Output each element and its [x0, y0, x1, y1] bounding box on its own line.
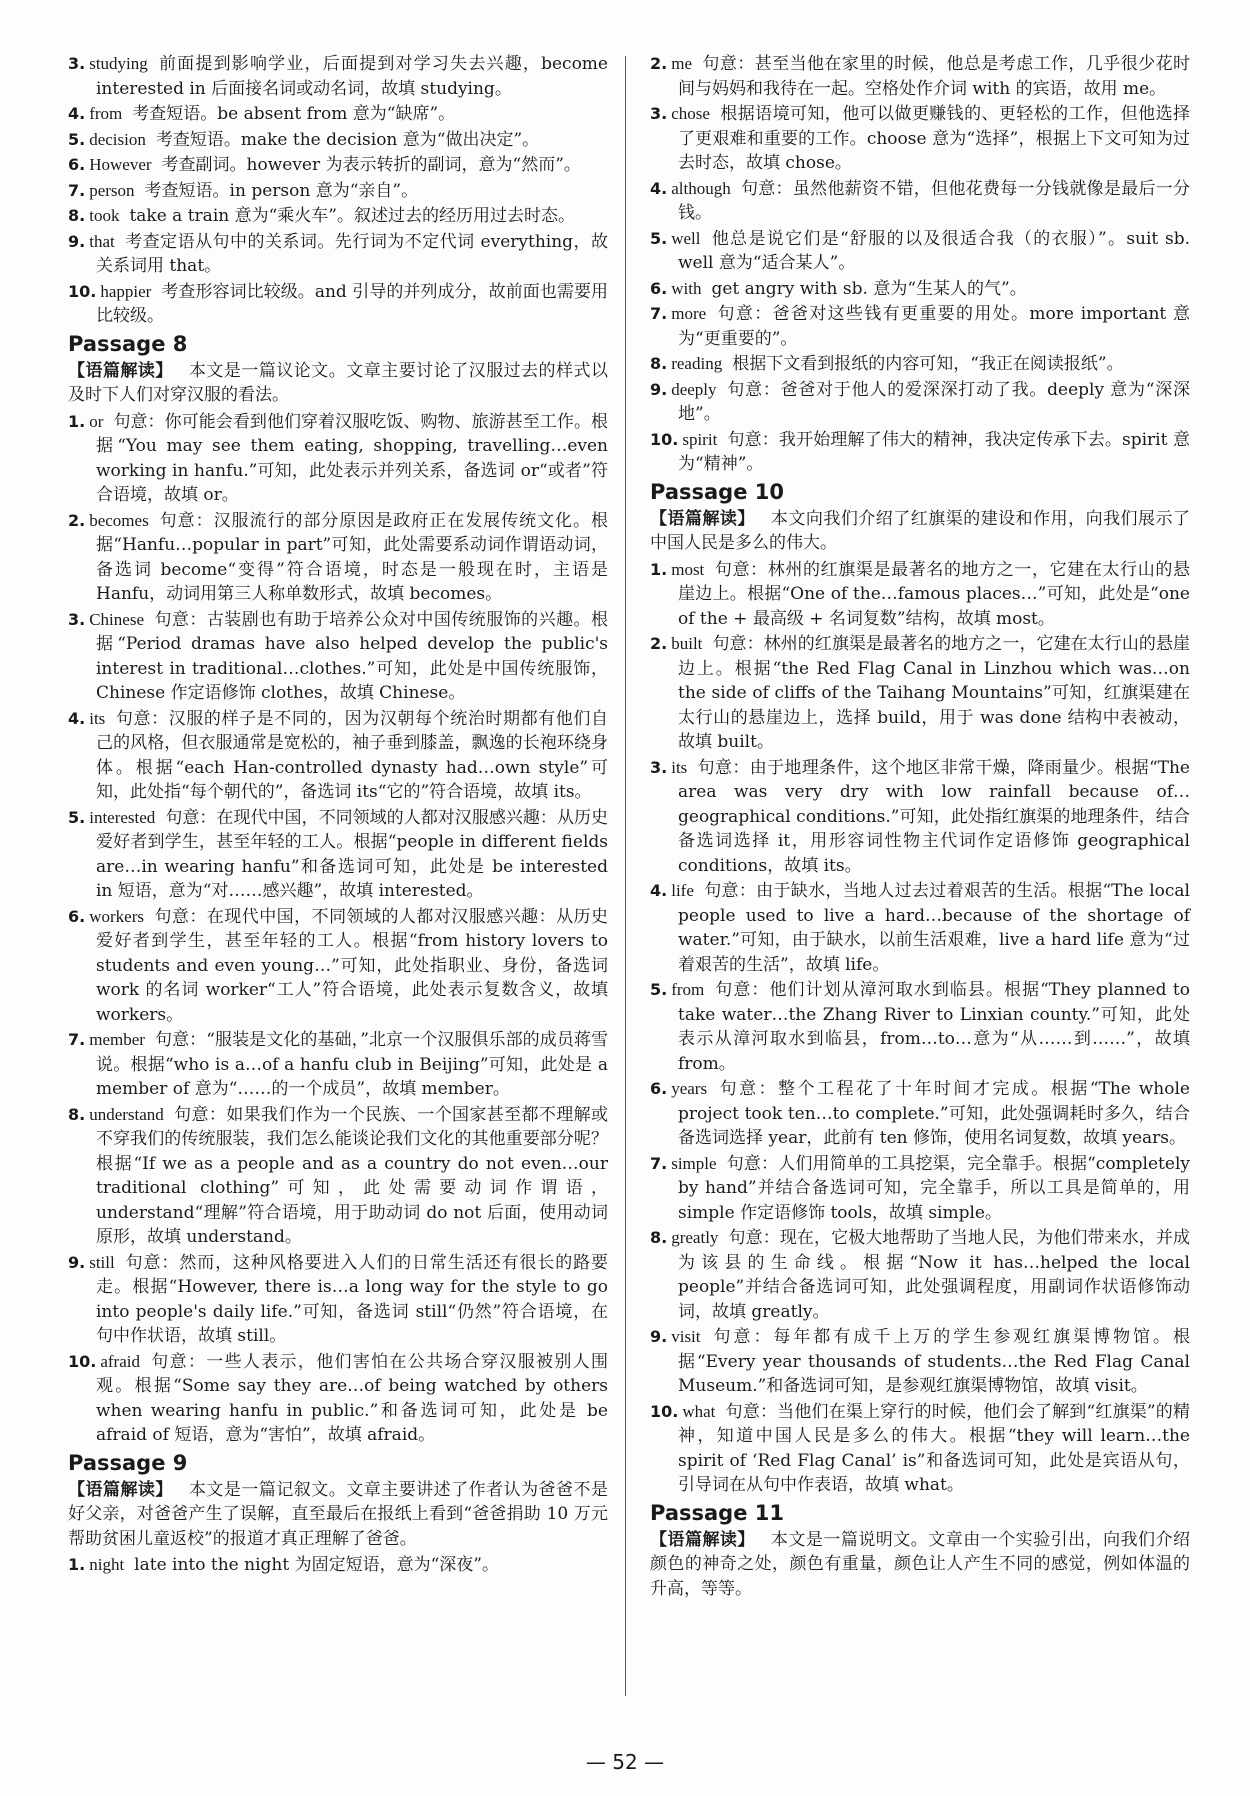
answer-item [68, 102, 608, 127]
answer-word: person [89, 180, 135, 200]
explanation-text: 考查定语从句中的关系词。先行词为不定代词 everything，故关系词用 that。 [96, 231, 608, 276]
item-number: 3 . [68, 54, 85, 73]
explanation-text: 句意：由于地理条件，这个地区非常干燥，降雨量少。根据“The area was very dry with low rainfall because of…geographical conditions.”可知，此处指红旗渠的地理条件，结合备选词选择 it，用形容词性物主代词作定语修饰 geographical conditions，故填 its。 [678, 757, 1190, 876]
answer-word: from [671, 980, 705, 999]
answer-item [650, 558, 1190, 632]
answer-word: or [89, 411, 104, 431]
answer-item [650, 227, 1190, 276]
item-number: 3 . [650, 758, 667, 777]
answer-item [68, 509, 608, 607]
item-number: 8 . [68, 1105, 85, 1124]
item-number: 10 . [68, 1352, 96, 1371]
answer-word: that [89, 231, 115, 251]
answer-word: more [671, 304, 707, 323]
intro-text: 本文是一篇记叙文。文章主要讲述了作者认为爸爸不是好父亲，对爸爸产生了误解，直至最后在报纸上看到“爸爸捐助 10 万元帮助贫困儿童返校”的报道才真正理解了爸爸。 [68, 1479, 609, 1549]
explanation-text: 前面提到影响学业，后面提到对学习失去兴趣，become interested in 后面接名词或动名词，故填 studying。 [96, 54, 608, 99]
explanation-text: 句意：如果我们作为一个民族、一个国家甚至都不理解或不穿我们的传统服装，我们怎么能谈论我们文化的其他重要部分呢？根据“If we as a people and as a country do not even…our traditional clothing”可知，此处需要动词作谓语，understand“理解”符合语境，用于助动词 do not 后面，使用动词原形，故填 understand。 [96, 1104, 608, 1247]
answer-item [68, 1251, 608, 1349]
explanation-text: 根据下文看到报纸的内容可知，“我正在阅读报纸”。 [732, 354, 1124, 374]
item-number: 7 . [68, 181, 85, 200]
answer-item [650, 632, 1190, 755]
explanation-text: 句意：由于缺水，当地人过去过着艰苦的生活。根据“The local people used to live a hard…because of the shortage of water.”可知，由于缺水，以前生活艰难，live a hard life 意为“过着艰苦的生活”，故填 life。 [678, 881, 1190, 975]
passage-heading: Passage 10 [650, 479, 784, 504]
answer-item [650, 277, 1190, 302]
explanation-text: 句意：在现代中国，不同领域的人都对汉服感兴趣：从历史爱好者到学生，甚至年轻的工人。根据“people in different fields are…in wearing hanfu”和备选词可知，此处是 be interested in 短语，意为“对……感兴趣”，故填 interested。 [96, 807, 608, 901]
item-number: 5 . [68, 130, 85, 149]
answer-word: took [89, 206, 120, 225]
item-number: 4 . [68, 104, 85, 123]
answer-item [650, 102, 1190, 176]
item-number: 9 . [68, 1253, 85, 1272]
item-number: 9 . [68, 232, 85, 251]
item-number: 8 . [68, 206, 85, 225]
answer-item [650, 177, 1190, 226]
item-number: 8 . [650, 354, 667, 373]
explanation-text: late into the night 为固定短语，意为“深夜”。 [134, 1555, 499, 1575]
intro-label: 【语篇解读】 [650, 508, 755, 529]
answer-item [68, 806, 608, 904]
item-number: 5 . [68, 808, 85, 827]
passage-intro [650, 507, 1190, 556]
answer-word: simple [671, 1153, 717, 1173]
answer-item [68, 179, 608, 204]
answer-word: interested [89, 807, 156, 827]
answer-item [68, 1553, 608, 1578]
answer-word: deeply [671, 379, 717, 399]
explanation-text: 句意：我开始理解了伟大的精神，我决定传承下去。spirit 意为“精神”。 [678, 429, 1190, 474]
explanation-text: 句意：当他们在渠上穿行的时候，他们会了解到“红旗渠”的精神，知道中国人民是多么的伟大。根据“they will learn…the spirit of ‘Red Flag Canal’ is”和备选词可知，此处是宾语从句，引导词在从句中作表语，故填 what。 [678, 1401, 1190, 1495]
passage-heading: Passage 11 [650, 1500, 784, 1525]
passage-intro [68, 1478, 608, 1552]
item-number: 9 . [650, 1327, 667, 1346]
answer-word: happier [100, 281, 152, 301]
item-number: 10 . [68, 282, 96, 301]
passage-intro [650, 1528, 1190, 1602]
answer-item [68, 905, 608, 1028]
passage-intro [68, 359, 608, 408]
item-number: 6 . [650, 1079, 667, 1098]
intro-label: 【语篇解读】 [650, 1529, 755, 1550]
explanation-text: 句意：汉服的样子是不同的，因为汉朝每个统治时期都有他们自己的风格，但衣服通常是宽松的，袖子垂到膝盖，飘逸的长袍环绕身体。根据“each Han-controlled dynasty had…own style”可知，此处指“每个朝代的”，备选词 its“它的”符合语境，故填 its。 [96, 708, 608, 802]
answer-word: becomes [89, 510, 149, 530]
answer-item [650, 1152, 1190, 1226]
answer-item [650, 352, 1190, 377]
answer-word: well [671, 228, 701, 248]
item-number: 7 . [650, 304, 667, 323]
answer-word: most [671, 559, 705, 579]
explanation-text: 句意：每年都有成千上万的学生参观红旗渠博物馆。根据“Every year thousands of students…the Red Flag Canal Museum.”和备选词可知，是参观红旗渠博物馆，故填 visit。 [678, 1327, 1190, 1396]
item-number: 2 . [650, 54, 667, 73]
explanation-text: 句意：林州的红旗渠是最著名的地方之一，它建在太行山的悬崖边上。根据“the Red Flag Canal in Linzhou which was…on the side of cliffs of the Taihang Mountains”可知，红旗渠建在太行山的悬崖边上，选择 build，用于 was done 结构中表被动，故填 built。 [678, 634, 1190, 752]
explanation-text: 句意：人们用简单的工具挖渠，完全靠手。根据“completely by hand”并结合备选词可知，完全靠手，所以工具是简单的，用 simple 作定语修饰 tools，故填 simple。 [678, 1153, 1190, 1223]
answer-item [68, 1028, 608, 1102]
passage-heading: Passage 8 [68, 331, 188, 356]
item-number: 2 . [68, 511, 85, 530]
left-column [68, 52, 608, 1579]
answer-word: spirit [682, 429, 718, 449]
item-number: 6 . [650, 279, 667, 298]
answer-item [650, 52, 1190, 101]
item-number: 2 . [650, 634, 667, 653]
answer-word: with [671, 278, 702, 298]
answer-item [650, 1400, 1190, 1498]
answer-item [68, 608, 608, 706]
answer-word: years [671, 1079, 708, 1098]
answer-word: me [671, 54, 692, 73]
answer-word: workers [89, 906, 144, 926]
item-number: 1 . [650, 560, 667, 579]
answer-word: although [671, 178, 731, 198]
explanation-text: 句意：古装剧也有助于培养公众对中国传统服饰的兴趣。根据“Period dramas have also helped develop the public's interest in traditional…clothes.”可知，此处是中国传统服饰，Chinese 作定语修饰 clothes，故填 Chinese。 [96, 609, 608, 703]
explanation-text: 考查短语。in person 意为“亲自”。 [144, 180, 419, 201]
answer-word: visit [671, 1327, 701, 1346]
answer-item [650, 1077, 1190, 1151]
column-divider [625, 56, 626, 1696]
explanation-text: 句意：虽然他薪资不错，但他花费每一分钱就像是最后一分钱。 [678, 178, 1190, 223]
answer-item [68, 204, 608, 229]
explanation-text: 考查形容词比较级。and 引导的并列成分，故前面也需要用比较级。 [96, 281, 608, 326]
explanation-text: 根据语境可知，他可以做更赚钱的、更轻松的工作，但他选择了更艰难和重要的工作。choose 意为“选择”，根据上下文可知为过去时态，故填 chose。 [678, 104, 1190, 173]
answer-word: greatly [671, 1228, 719, 1247]
answer-word: understand [89, 1104, 164, 1124]
intro-text: 本文是一篇说明文。文章由一个实验引出，向我们介绍颜色的神奇之处，颜色有重量，颜色让人产生不同的感觉，例如体温的升高，等等。 [650, 1529, 1191, 1599]
item-number: 5 . [650, 980, 667, 999]
answer-word: decision [89, 129, 146, 149]
explanation-text: 句意：现在，它极大地帮助了当地人民，为他们带来水，并成为该县的生命线。根据“Now it has…helped the local people”并结合备选词可知，此处强调程度，用副词作状语修饰动词，故填 greatly。 [678, 1228, 1190, 1322]
answer-item [650, 378, 1190, 427]
item-number: 7 . [650, 1154, 667, 1173]
item-number: 4 . [68, 709, 85, 728]
explanation-text: 句意：甚至当他在家里的时候，他总是考虑工作，几乎很少花时间与妈妈和我待在一起。空格处作介词 with 的宾语，故用 me。 [678, 54, 1190, 99]
intro-text: 本文向我们介绍了红旗渠的建设和作用，向我们展示了中国人民是多么的伟大。 [650, 508, 1191, 553]
answer-item [650, 302, 1190, 351]
explanation-text: 句意：汉服流行的部分原因是政府正在发展传统文化。根据“Hanfu…popular in part”可知，此处需要系动词作谓语动词，备选词 become“变得”符合语境，时态是一般现在时，主语是 Hanfu，动词用第三人称单数形式，故填 becomes。 [96, 510, 608, 604]
item-number: 4 . [650, 179, 667, 198]
answer-word: night [89, 1555, 125, 1574]
explanation-text: get angry with sb. 意为“生某人的气”。 [711, 278, 1027, 299]
page-number: — 52 — [585, 1750, 665, 1774]
answer-word: from [89, 104, 123, 123]
explanation-text: 考查短语。make the decision 意为“做出决定”。 [155, 129, 540, 150]
explanation-text: 句意：一些人表示，他们害怕在公共场合穿汉服被别人围观。根据“Some say they are…of being watched by others when wearing hanfu in public.”和备选词可知，此处是 be afraid of 短语，意为“害怕”，故填 afraid。 [96, 1351, 608, 1445]
answer-item [68, 1103, 608, 1250]
item-number: 1 . [68, 412, 85, 431]
answer-item [68, 128, 608, 153]
answer-word: member [89, 1030, 145, 1049]
explanation-text: 句意：在现代中国，不同领域的人都对汉服感兴趣：从历史爱好者到学生，甚至年轻的工人。根据“from history lovers to students and even young…”可知，此处指职业、身份，备选词 work 的名词 worker“工人”符合语境，此处表示复数含义，故填 workers。 [96, 906, 608, 1025]
answer-word: what [682, 1401, 716, 1421]
item-number: 3 . [650, 104, 667, 123]
intro-text: 本文是一篇议论文。文章主要讨论了汉服过去的样式以及时下人们对穿汉服的看法。 [68, 360, 609, 405]
explanation-text: 句意：整个工程花了十年时间才完成。根据“The whole project took ten…to complete.”可知，此处强调耗时多久，结合备选词选择 year，此前有 ten 修饰，使用名词复数，故填 years。 [678, 1079, 1190, 1148]
answer-item [68, 707, 608, 805]
explanation-text: 句意：林州的红旗渠是最著名的地方之一，它建在太行山的悬崖边上。根据“One of the…famous places…”可知，此处是“one of the + 最高级 + 名词复数”结构，故填 most。 [678, 559, 1190, 629]
intro-label: 【语篇解读】 [68, 360, 173, 381]
answer-word: still [89, 1252, 115, 1272]
answer-item [650, 1226, 1190, 1324]
item-number: 4 . [650, 881, 667, 900]
answer-item [650, 879, 1190, 977]
answer-word: reading [671, 354, 723, 373]
answer-item [650, 756, 1190, 879]
explanation-text: 句意：他们计划从漳河取水到临县。根据“They planned to take water…the Zhang River to Linxian county.”可知，此处表示从漳河取水到临县，from…to…意为“从……到……”，故填 from。 [678, 980, 1190, 1074]
answer-word: its [89, 708, 106, 728]
answer-word: studying [89, 54, 148, 73]
answer-item [68, 52, 608, 101]
explanation-text: 句意：然而，这种风格要进入人们的日常生活还有很长的路要走。根据“However, there is…a long way for the style to go into people's daily life.”可知，备选词 still“仍然”符合语境，在句中作状语，故填 still。 [96, 1252, 608, 1346]
explanation-text: 考查副词。however 为表示转折的副词，意为“然而”。 [161, 155, 581, 175]
explanation-text: 句意：爸爸对于他人的爱深深打动了我。deeply 意为“深深地”。 [678, 379, 1190, 424]
answer-word: its [671, 757, 688, 777]
explanation-text: 考查短语。be absent from 意为“缺席”。 [132, 104, 456, 124]
answer-item [650, 978, 1190, 1076]
item-number: 6 . [68, 155, 85, 174]
answer-word: built [671, 634, 703, 653]
answer-item [68, 153, 608, 178]
item-number: 5 . [650, 229, 667, 248]
explanation-text: take a train 意为“乘火车”。叙述过去的经历用过去时态。 [129, 206, 575, 226]
answer-word: Chinese [89, 609, 144, 629]
intro-label: 【语篇解读】 [68, 1479, 173, 1500]
explanation-text: 他总是说它们是“舒服的以及很适合我（的衣服）”。suit sb. well 意为“适合某人”。 [678, 228, 1190, 273]
answer-item [650, 428, 1190, 477]
answer-word: However [89, 155, 152, 174]
item-number: 9 . [650, 380, 667, 399]
answer-item [68, 410, 608, 508]
item-number: 10 . [650, 430, 678, 449]
answer-word: afraid [100, 1351, 140, 1371]
right-column [650, 52, 1190, 1603]
explanation-text: 句意：爸爸对这些钱有更重要的用处。more important 意为“更重要的”。 [678, 304, 1190, 349]
explanation-text: 句意：“服装是文化的基础，”北京一个汉服俱乐部的成员蒋雪说。根据“who is a…of a hanfu club in Beijing”可知，此处是 a member of 意为“……的一个成员”，故填 member。 [96, 1030, 608, 1099]
item-number: 7 . [68, 1030, 85, 1049]
explanation-text: 句意：你可能会看到他们穿着汉服吃饭、购物、旅游甚至工作。根据“You may see them eating, shopping, travelling…even working in hanfu.”可知，此处表示并列关系，备选词 or“或者”符合语境，故填 or。 [96, 411, 608, 505]
item-number: 10 . [650, 1402, 678, 1421]
item-number: 1 . [68, 1555, 85, 1574]
item-number: 3 . [68, 610, 85, 629]
answer-word: chose [671, 104, 710, 123]
item-number: 8 . [650, 1228, 667, 1247]
answer-item [68, 230, 608, 279]
answer-word: life [671, 881, 694, 900]
answer-item [68, 280, 608, 329]
passage-heading: Passage 9 [68, 1450, 188, 1475]
item-number: 6 . [68, 907, 85, 926]
answer-item [68, 1350, 608, 1448]
answer-item [650, 1325, 1190, 1399]
